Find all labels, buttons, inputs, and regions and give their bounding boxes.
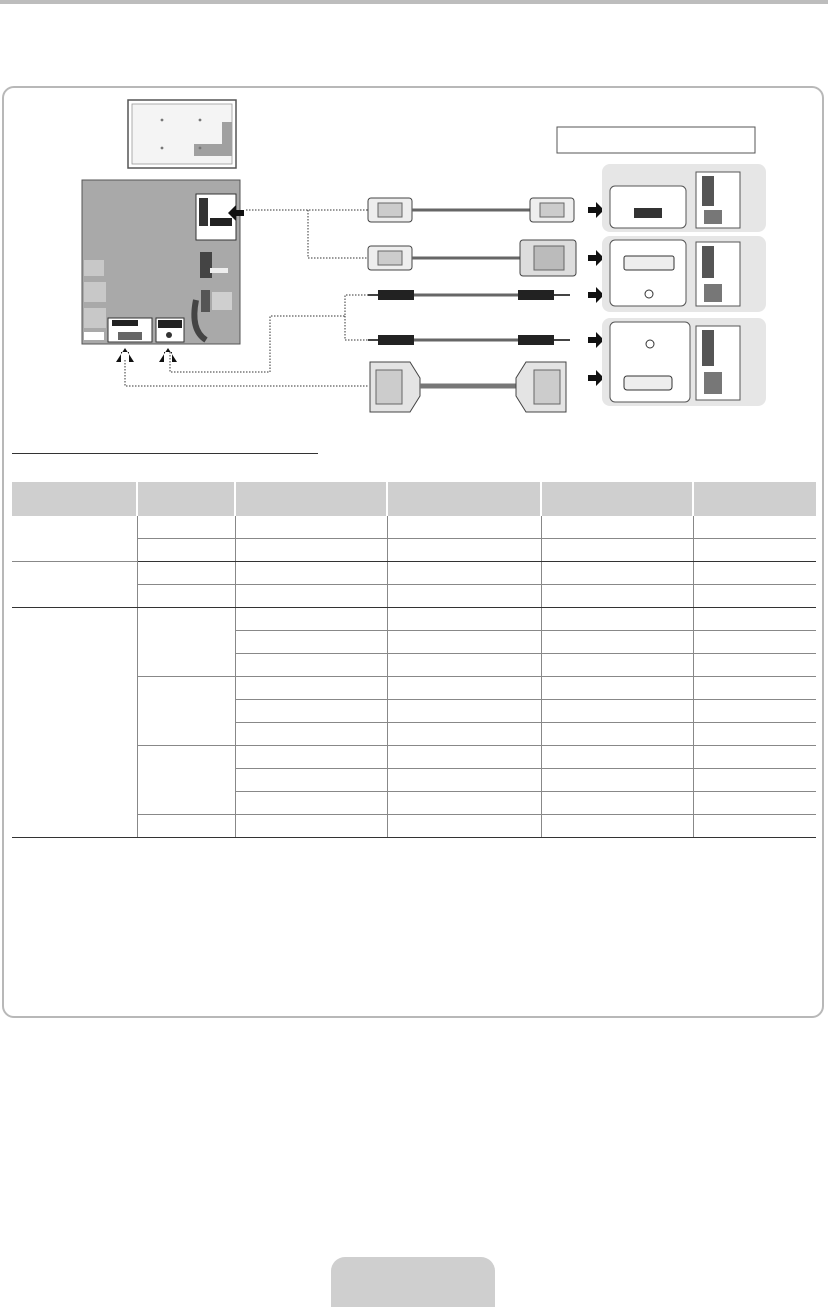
- connection-diagram: [0, 0, 828, 460]
- dvi-port-icon: [624, 256, 674, 270]
- table-row: [12, 562, 816, 585]
- table-header-cell: [541, 482, 693, 516]
- table-header-cell: [137, 482, 235, 516]
- table-row: [12, 608, 816, 631]
- arrow-up-icon: [159, 348, 177, 362]
- tv-front-icon: [128, 100, 236, 168]
- hdmi-dvi-cable-icon: [368, 240, 576, 276]
- pc-dsub-device: [602, 318, 766, 406]
- audio-port-icon: [645, 290, 653, 298]
- caption-box: [557, 127, 755, 153]
- tv-back-panel: [82, 180, 240, 344]
- hdmi-port-icon: [634, 208, 662, 218]
- audio-port-icon: [646, 340, 654, 348]
- pc-dvi-device: [602, 236, 766, 312]
- arrow-up-icon: [116, 348, 134, 362]
- hdmi-cable-icon: [368, 198, 574, 222]
- section-heading-rule: [12, 453, 318, 454]
- table-header-cell: [387, 482, 541, 516]
- table-header-cell: [12, 482, 137, 516]
- audio-cable-icon: [368, 335, 570, 345]
- display-mode-table: [12, 482, 816, 838]
- table-row: [12, 516, 816, 539]
- dsub-cable-icon: [370, 362, 566, 412]
- audio-cable-icon: [368, 290, 570, 300]
- dsub-port-icon: [624, 376, 672, 390]
- table-header-cell: [693, 482, 816, 516]
- arrow-right-icon: [588, 202, 604, 386]
- table-header-cell: [235, 482, 387, 516]
- pc-hdmi-device: [602, 164, 766, 232]
- table-header-row: [12, 482, 816, 516]
